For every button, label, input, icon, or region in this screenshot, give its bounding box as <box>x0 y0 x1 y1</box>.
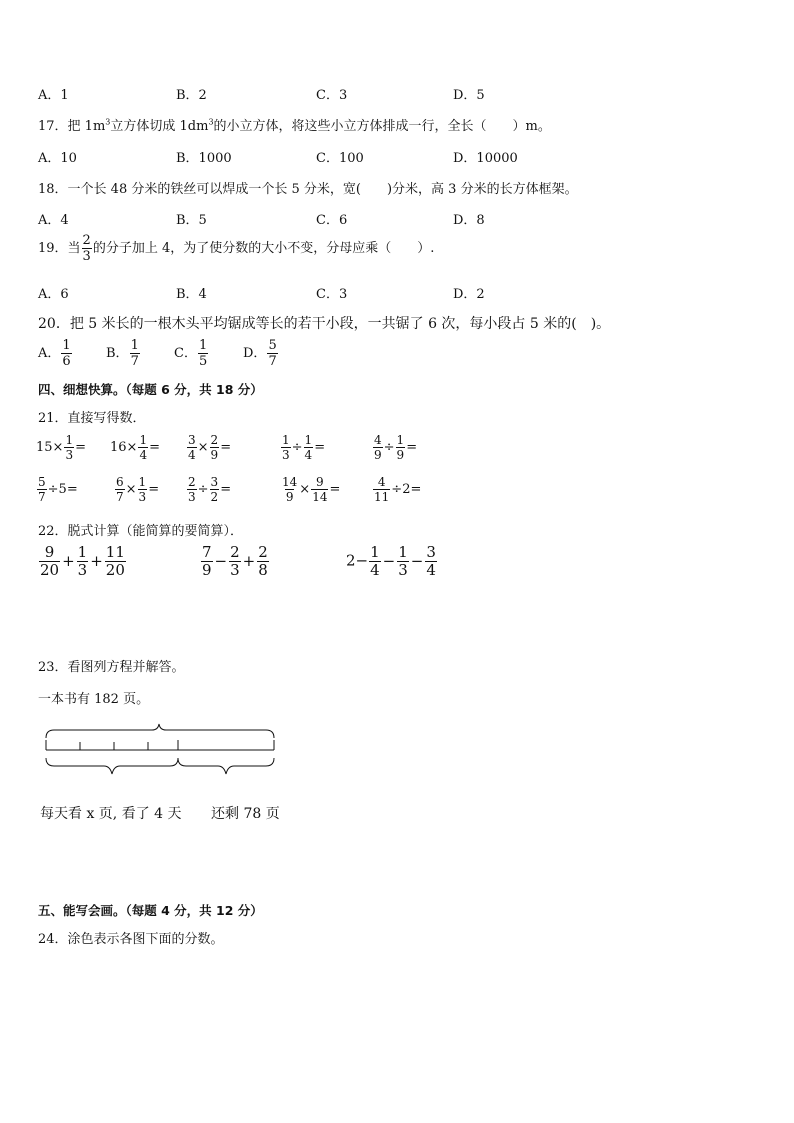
frac-den: 20 <box>105 561 125 579</box>
q17-question <box>38 115 551 134</box>
frac-num: 2 <box>258 543 268 561</box>
frac-den: 3 <box>282 448 290 462</box>
frac-num: 3 <box>188 433 196 447</box>
q21-item-5 <box>372 434 417 461</box>
operator: − <box>382 551 396 570</box>
frac-num: 1 <box>398 543 408 561</box>
frac-den: 5 <box>198 354 208 369</box>
frac-num: 1 <box>139 433 148 447</box>
operator: − <box>410 551 424 570</box>
frac-den: 20 <box>40 561 60 579</box>
equals: = <box>410 482 422 497</box>
equals: = <box>406 440 418 455</box>
q21-item-3 <box>186 434 231 461</box>
q21-item-4 <box>280 434 325 461</box>
frac-den: 3 <box>65 448 74 462</box>
q16-option-c: C．3 <box>316 88 348 103</box>
q17-option-d: D．10000 <box>453 151 518 166</box>
q23-title: 23．看图列方程并解答。 <box>38 660 185 675</box>
operand: 5 <box>58 482 67 497</box>
frac-den: 4 <box>188 448 196 462</box>
operator: − <box>214 551 228 570</box>
q18-option-b: B．5 <box>176 213 207 228</box>
frac-num: 1 <box>396 433 405 447</box>
q16-option-a: A．1 <box>38 88 69 103</box>
frac-num: 1 <box>198 338 208 353</box>
frac-num: 4 <box>377 475 386 489</box>
q22-title: 22．脱式计算（能简算的要简算）． <box>38 524 244 539</box>
frac-num: 1 <box>370 543 380 561</box>
operator: × <box>299 482 311 497</box>
frac-num: 1 <box>138 475 147 489</box>
q19-suffix: 的分子加上 4，为了使分数的大小不变，分母应乘（ ）. <box>92 241 435 256</box>
q17-prefix: 17．把 1m <box>38 119 106 134</box>
frac-num: 2 <box>230 543 240 561</box>
q20-option-b <box>106 339 141 368</box>
q20-option-a <box>38 339 73 368</box>
frac-den: 3 <box>398 561 408 579</box>
operand: 2 <box>402 482 411 497</box>
operator: × <box>125 482 137 497</box>
q18-question: 18．一个长 48 分米的铁丝可以焊成一个长 5 分米，宽( )分米，高 3 分米的长方体框架。 <box>38 182 578 197</box>
q16-option-d: D．5 <box>453 88 485 103</box>
operator: × <box>52 440 64 455</box>
q18-option-d: D．8 <box>453 213 485 228</box>
q21-item-2 <box>110 434 160 461</box>
frac-num: 3 <box>426 543 436 561</box>
frac-num: 2 <box>188 475 196 489</box>
frac-den: 4 <box>370 561 380 579</box>
q22-expression-2 <box>200 545 270 578</box>
frac-num: 1 <box>304 433 313 447</box>
frac-den: 7 <box>130 354 139 369</box>
frac-num: 3 <box>210 475 219 489</box>
frac-num: 5 <box>38 475 46 489</box>
q20-question: 20．把 5 米长的一根木头平均锯成等长的若干小段，一共锯了 6 次，每小段占 5 米的( )。 <box>38 316 611 332</box>
q23-label-left: 每天看 x 页, 看了 4 天 <box>40 806 182 822</box>
q17-sup1: 3 <box>105 117 111 127</box>
frac-num: 5 <box>268 338 277 353</box>
frac-num: 1 <box>282 433 290 447</box>
operand: 15 <box>36 440 53 455</box>
option-label: B． <box>106 346 129 361</box>
frac-num: 11 <box>105 543 125 561</box>
q17-option-b: B．1000 <box>176 151 232 166</box>
leading-term: 2− <box>346 551 369 570</box>
frac-den: 6 <box>62 354 71 369</box>
frac-den: 7 <box>38 490 46 504</box>
q23-line-diagram <box>40 722 280 782</box>
operator: ÷ <box>197 482 209 497</box>
frac-den: 3 <box>77 561 88 579</box>
q21-item-8 <box>186 476 231 503</box>
operator: + <box>62 551 75 570</box>
frac-den: 9 <box>202 561 212 579</box>
q17-sup2: 3 <box>208 117 214 127</box>
q21-title: 21．直接写得数． <box>38 411 146 426</box>
frac-den: 3 <box>230 561 240 579</box>
equals: = <box>329 482 341 497</box>
frac-num: 1 <box>65 433 74 447</box>
q17-mid: 立方体切成 1dm <box>110 119 209 134</box>
frac-num: 9 <box>44 543 55 561</box>
frac-den: 3 <box>138 490 147 504</box>
frac-den: 9 <box>210 448 219 462</box>
operator: ÷ <box>391 482 403 497</box>
operator: × <box>126 440 138 455</box>
q18-option-a: A．4 <box>38 213 69 228</box>
frac-den: 9 <box>285 490 294 504</box>
operator: ÷ <box>47 482 59 497</box>
q19-frac-num: 2 <box>82 233 91 248</box>
operator: + <box>90 551 103 570</box>
q20-option-c <box>174 339 209 368</box>
top-brace <box>46 724 274 738</box>
q19-option-a: A．6 <box>38 287 69 302</box>
q19-prefix: 19．当 <box>38 241 81 256</box>
q20-option-d <box>243 339 279 368</box>
frac-num: 14 <box>282 475 298 489</box>
frac-den: 4 <box>139 448 148 462</box>
equals: = <box>314 440 326 455</box>
q21-item-1 <box>36 434 86 461</box>
equals: = <box>75 440 86 455</box>
q19-option-b: B．4 <box>176 287 207 302</box>
frac-num: 2 <box>210 433 219 447</box>
q17-option-a: A．10 <box>38 151 77 166</box>
operator: × <box>197 440 209 455</box>
q21-item-10 <box>372 476 421 503</box>
equals: = <box>149 440 160 455</box>
operand: 16 <box>110 440 127 455</box>
q19-option-d: D．2 <box>453 287 485 302</box>
frac-den: 9 <box>374 448 382 462</box>
q19-option-c: C．3 <box>316 287 348 302</box>
equals: = <box>148 482 160 497</box>
frac-den: 7 <box>116 490 124 504</box>
frac-num: 7 <box>202 543 212 561</box>
frac-den: 7 <box>268 354 277 369</box>
bottom-left-brace <box>46 758 178 774</box>
frac-den: 3 <box>188 490 196 504</box>
frac-num: 1 <box>62 338 71 353</box>
frac-den: 4 <box>304 448 313 462</box>
frac-den: 2 <box>210 490 219 504</box>
q22-expression-1 <box>38 545 127 578</box>
frac-num: 4 <box>374 433 382 447</box>
q17-suffix: 的小立方体，将这些小立方体排成一行，全长（ ）m。 <box>213 119 551 134</box>
option-label: D． <box>243 346 267 361</box>
frac-den: 9 <box>396 448 405 462</box>
option-label: C． <box>174 346 197 361</box>
frac-den: 14 <box>312 490 328 504</box>
q19-frac-den: 3 <box>82 249 91 264</box>
q19-fraction <box>82 234 92 263</box>
frac-num: 9 <box>316 475 324 489</box>
q21-item-9 <box>280 476 340 503</box>
q19-question <box>38 234 434 263</box>
q21-item-6 <box>36 476 78 503</box>
operator: + <box>242 551 256 570</box>
option-label: A． <box>38 346 61 361</box>
q23-given: 一本书有 182 页。 <box>38 692 150 707</box>
frac-num: 6 <box>116 475 124 489</box>
q23-label-right: 还剩 78 页 <box>211 806 280 822</box>
operator: ÷ <box>383 440 395 455</box>
q24-title: 24．涂色表示各图下面的分数。 <box>38 932 224 947</box>
q16-option-b: B．2 <box>176 88 207 103</box>
equals: = <box>220 482 232 497</box>
operator: ÷ <box>291 440 303 455</box>
equals: = <box>220 440 232 455</box>
equals: = <box>66 482 78 497</box>
frac-num: 1 <box>77 543 88 561</box>
q21-item-7 <box>114 476 159 503</box>
section5-title: 五、能写会画。（每题 4 分，共 12 分） <box>38 903 263 918</box>
frac-num: 1 <box>130 338 139 353</box>
section4-title: 四、细想快算。（每题 6 分，共 18 分） <box>38 382 263 397</box>
bottom-right-brace <box>178 758 274 774</box>
frac-den: 8 <box>258 561 268 579</box>
frac-den: 11 <box>374 490 390 504</box>
q18-option-c: C．6 <box>316 213 348 228</box>
q17-option-c: C．100 <box>316 151 364 166</box>
q22-expression-3 <box>346 545 438 578</box>
frac-den: 4 <box>426 561 436 579</box>
